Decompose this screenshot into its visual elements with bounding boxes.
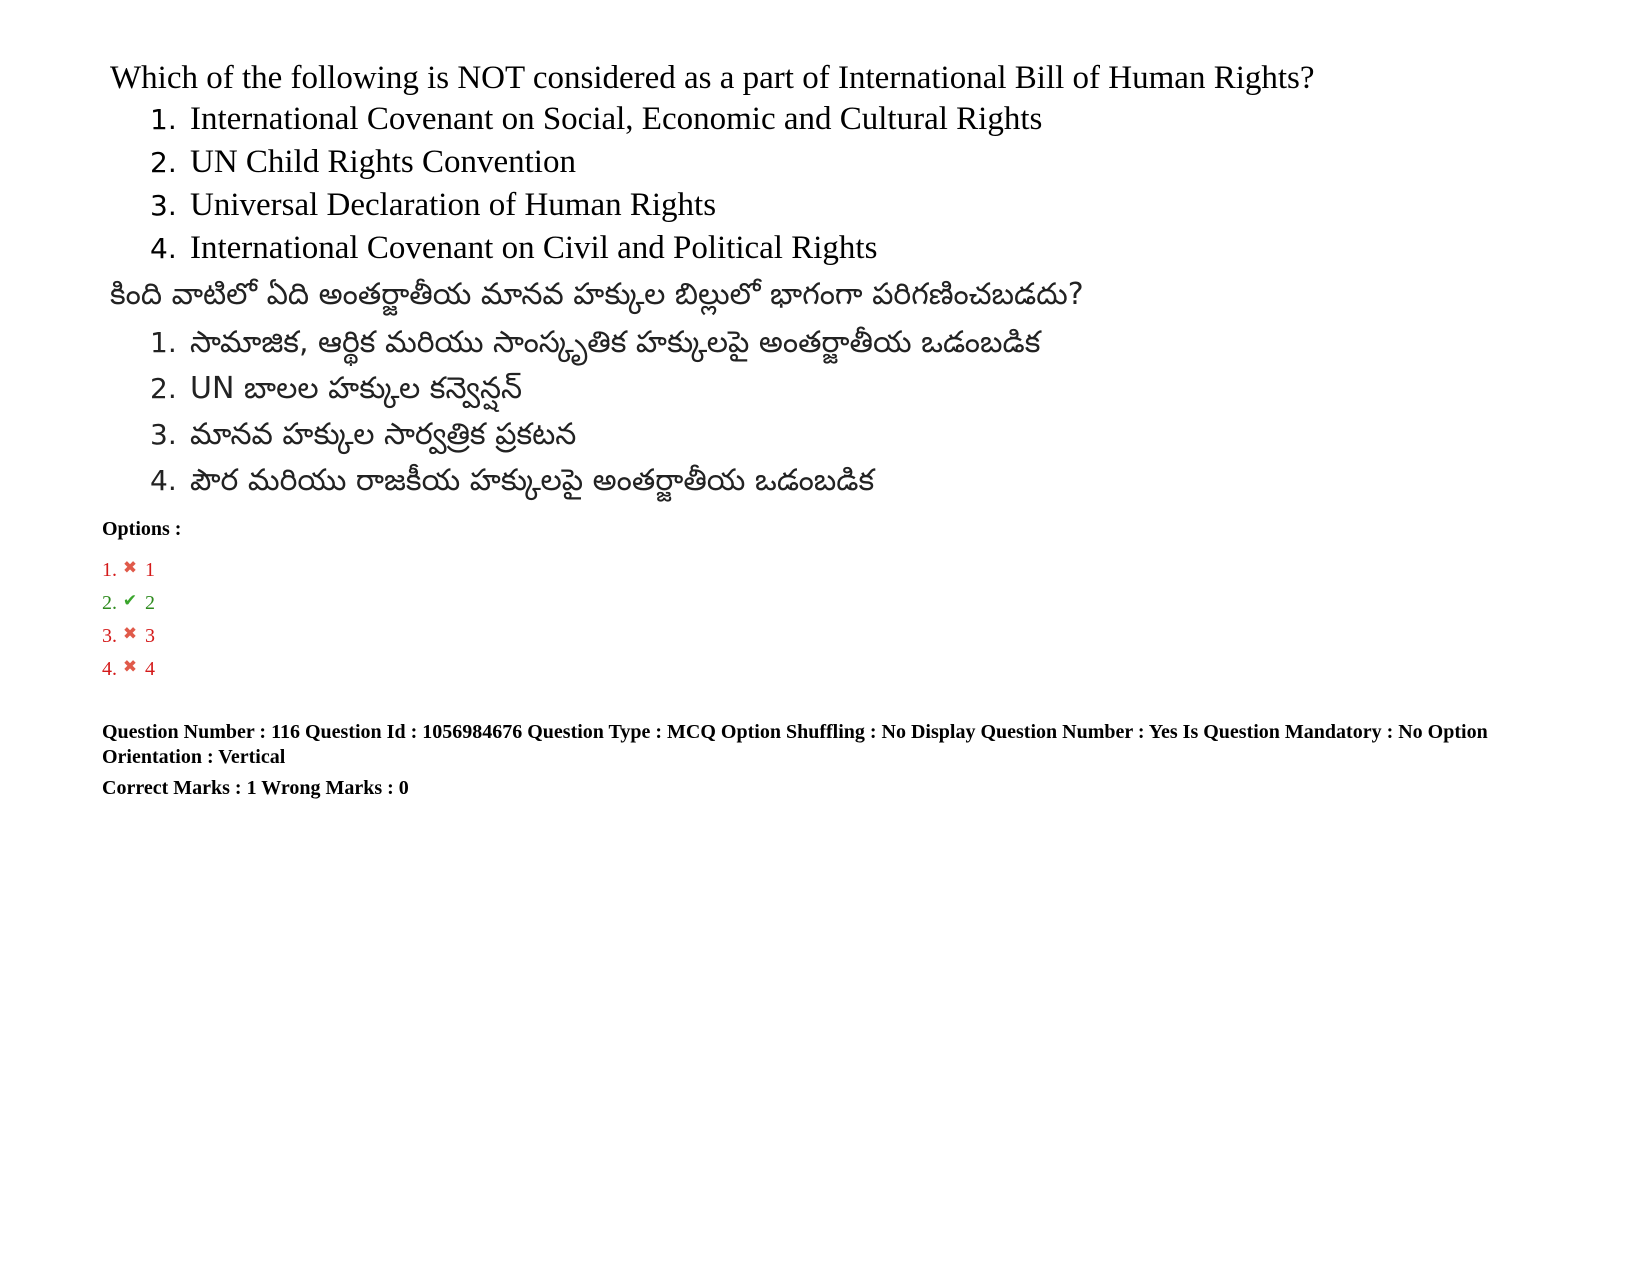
option-3: 3. ✖ 3 bbox=[102, 618, 155, 651]
telugu-choice-4: 4. పౌర మరియు రాజకీయ హక్కులపై అంతర్జాతీయ ఒడంబడిక bbox=[150, 463, 875, 498]
cross-icon: ✖ bbox=[122, 657, 138, 677]
question-text-english: Which of the following is NOT considered as a part of International Bill of Human Rights? bbox=[110, 60, 1315, 96]
english-choice-1: 1. International Covenant on Social, Economic and Cultural Rights bbox=[150, 101, 1043, 137]
cross-icon: ✖ bbox=[122, 624, 138, 644]
option-2: 2. ✔ 2 bbox=[102, 585, 155, 618]
question-text-telugu: కింది వాటిలో ఏది అంతర్జాతీయ మానవ హక్కుల బిల్లులో భాగంగా పరిగణించబడదు? bbox=[110, 277, 1084, 312]
cross-icon: ✖ bbox=[122, 558, 138, 578]
telugu-choice-3: 3. మానవ హక్కుల సార్వత్రిక ప్రకటన bbox=[150, 417, 577, 452]
telugu-choice-1: 1. సామాజిక, ఆర్థిక మరియు సాంస్కృతిక హక్కులపై అంతర్జాతీయ ఒడంబడిక bbox=[150, 325, 1041, 360]
option-1: 1. ✖ 1 bbox=[102, 552, 155, 585]
english-choice-2: 2. UN Child Rights Convention bbox=[150, 144, 576, 180]
english-choice-list bbox=[110, 98, 1410, 270]
options-heading: Options : bbox=[102, 518, 182, 540]
english-choice-4: 4. International Covenant on Civil and Political Rights bbox=[150, 230, 878, 266]
question-image bbox=[110, 58, 1410, 504]
options-list bbox=[102, 552, 155, 684]
marks-info: Correct Marks : 1 Wrong Marks : 0 bbox=[102, 777, 409, 799]
telugu-choice-2: 2. UN బాలల హక్కుల కన్వెన్షన్ bbox=[150, 371, 523, 406]
check-icon: ✔ bbox=[122, 591, 138, 611]
english-choice-3: 3. Universal Declaration of Human Rights bbox=[150, 187, 717, 223]
question-metadata: Question Number : 116 Question Id : 1056984676 Question Type : MCQ Option Shuffling : No Display Question Number : Yes Is Question Mandatory : No Option Orientation : Vertical bbox=[102, 721, 1488, 768]
telugu-choice-list bbox=[110, 320, 1410, 504]
option-4: 4. ✖ 4 bbox=[102, 651, 155, 684]
